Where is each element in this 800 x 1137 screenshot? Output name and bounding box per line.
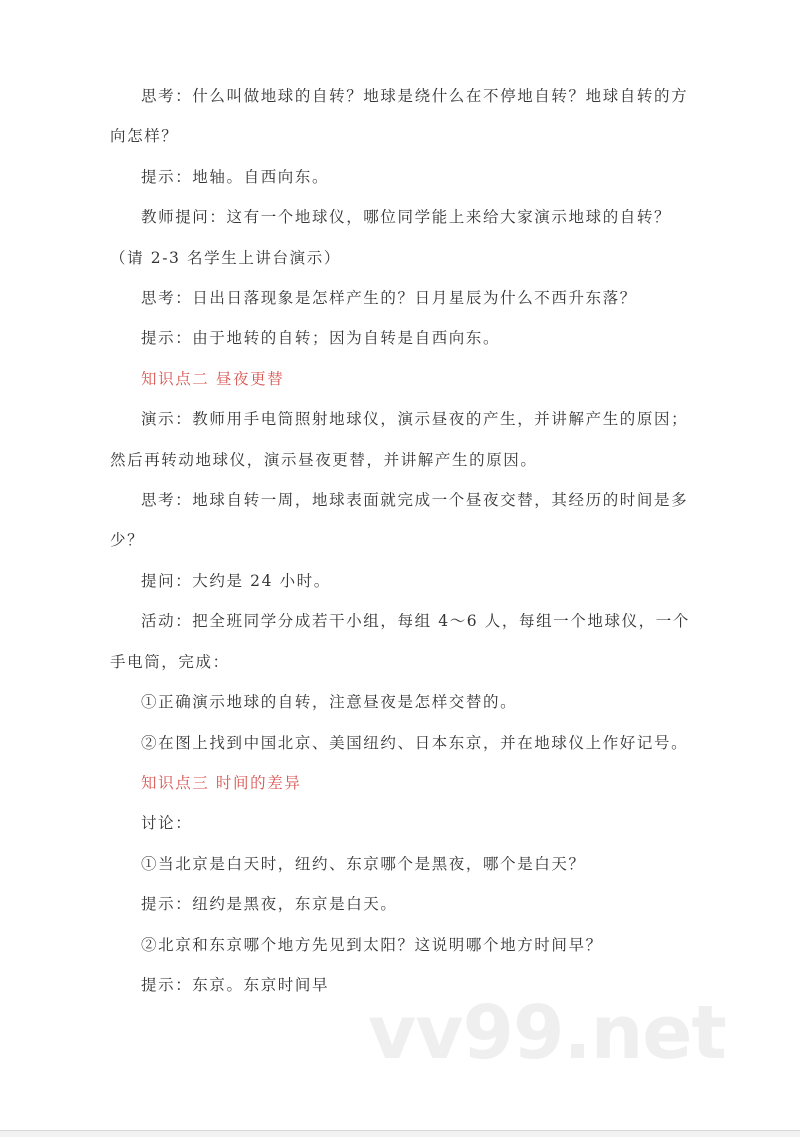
paragraph: 提示：由于地转的自转；因为自转是自西向东。: [141, 329, 501, 348]
paragraph: 思考：地球自转一周，地球表面就完成一个昼夜交替，其经历的时间是多少？: [110, 491, 689, 550]
paragraph: ①当北京是白天时，纽约、东京哪个是黑夜，哪个是白天？: [141, 854, 586, 873]
paragraph: 演示：教师用手电筒照射地球仪，演示昼夜的产生，并讲解产生的原因；然后再转动地球仪，演示昼夜更替，并讲解产生的原因。: [110, 410, 689, 469]
paragraph: ②北京和东京哪个地方先见到太阳？这说明哪个地方时间早？: [141, 935, 603, 954]
paragraph: ①正确演示地球的自转，注意昼夜是怎样交替的。: [141, 693, 518, 712]
paragraph: 讨论：: [141, 814, 193, 833]
paragraph: 思考：日出日落现象是怎样产生的？日月星辰为什么不西升东落？: [141, 289, 637, 308]
paragraph: 活动：把全班同学分成若干小组，每组 4～6 人，每组一个地球仪，一个手电筒，完成：: [110, 612, 690, 671]
section-heading: 知识点二 昼夜更替: [141, 369, 285, 388]
paragraph: ②在图上找到中国北京、美国纽约、日本东京，并在地球仪上作好记号。: [141, 733, 689, 752]
paragraph: 提示：纽约是黑夜，东京是白天。: [141, 895, 398, 914]
paragraph: 提问：大约是 24 小时。: [141, 571, 331, 590]
paragraph: 提示：地轴。自西向东。: [141, 167, 330, 186]
paragraph: 提示：东京。东京时间早: [141, 975, 330, 994]
paragraph: 思考：什么叫做地球的自转？地球是绕什么在不停地自转？地球自转的方向怎样？: [110, 87, 689, 146]
paragraph: 教师提问：这有一个地球仪，哪位同学能上来给大家演示地球的自转？（请 2-3 名学生上讲台演示）: [110, 208, 672, 267]
document-content: [110, 76, 702, 1005]
watermark: vv99.net: [368, 990, 726, 1076]
section-heading: 知识点三 时间的差异: [141, 773, 302, 792]
